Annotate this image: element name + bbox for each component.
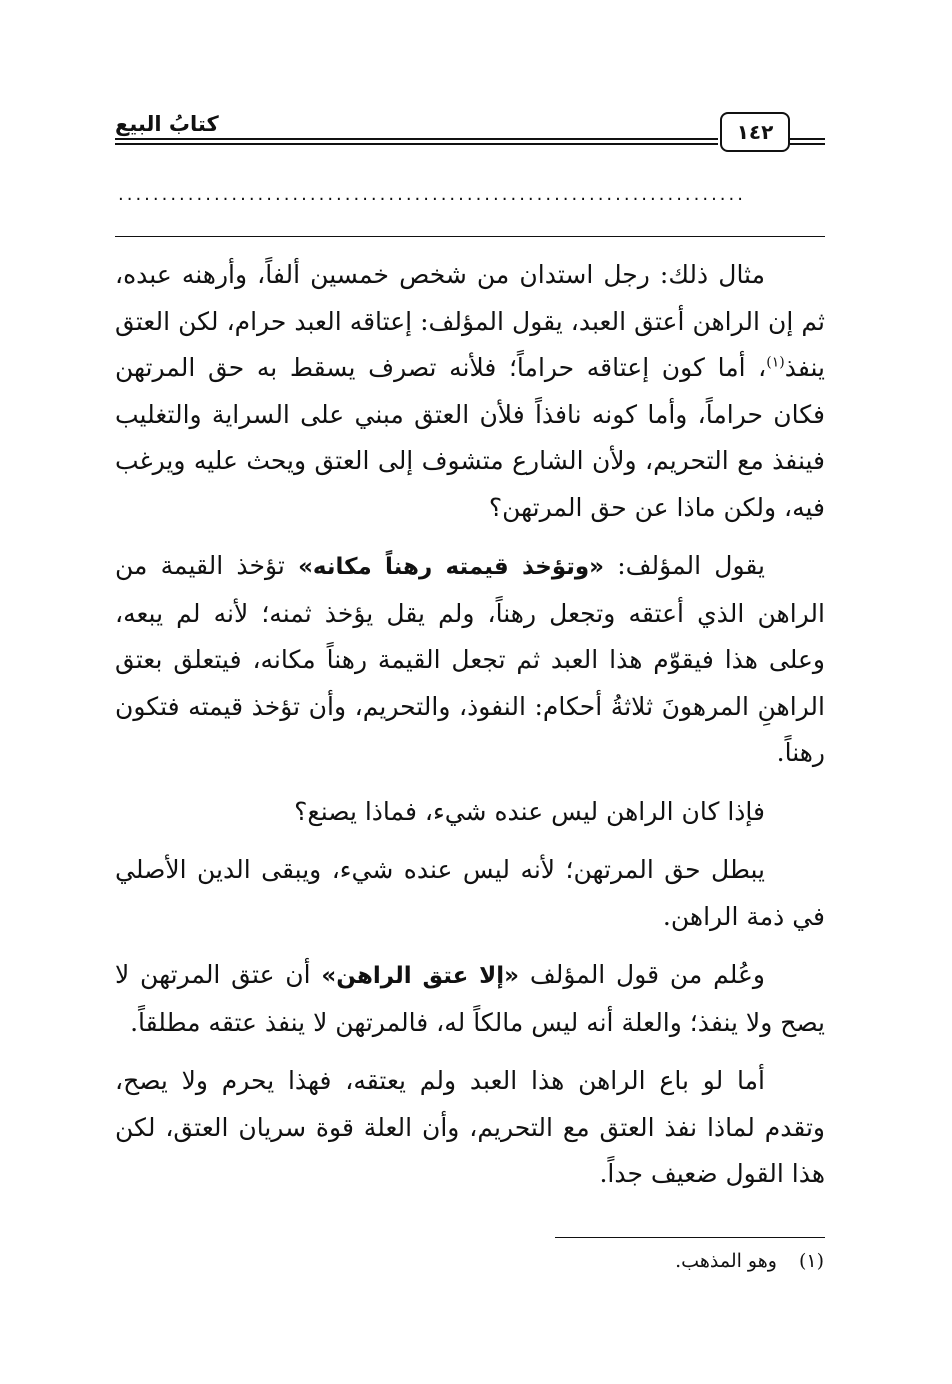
paragraph-6: أما لو باع الراهن هذا العبد ولم يعتقه، فهذا يحرم ولا يصح، وتقدم لماذا نفذ العتق مع التحريم، وأن العلة قوة سريان العتق، لكن هذا القول ضعيف جداً. <box>115 1066 825 1188</box>
book-title: كتابُ البيع <box>115 112 219 136</box>
footnote-text: وهو المذهب. <box>675 1250 777 1272</box>
paragraph-5-text-b: أن عتق المرتهن لا يصح ولا ينفذ؛ والعلة أنه ليس مالكاً له، فالمرتهن لا ينفذ عتقه مطلقاً. <box>115 960 825 1037</box>
footnote-divider <box>555 1237 825 1238</box>
header-rule-left-2 <box>115 143 718 145</box>
quoted-matn-2: «إلا عتق الراهن» <box>321 963 520 989</box>
header-rule-left <box>115 138 718 140</box>
paragraph-3: فإذا كان الراهن ليس عنده شيء، فماذا يصنع؟ <box>294 796 765 826</box>
footnote <box>675 1250 824 1272</box>
paragraph-2 <box>115 543 825 777</box>
page-number: ١٤٢ <box>720 112 790 152</box>
paragraph-5 <box>115 952 825 1046</box>
main-text <box>115 252 825 1210</box>
header-rule-right-2 <box>790 143 825 145</box>
paragraph-5-text-a: وعُلم من قول المؤلف <box>519 960 766 989</box>
page-header <box>115 100 825 160</box>
header-rule-right <box>790 138 825 140</box>
dotted-divider: ........................................................................ <box>118 184 746 205</box>
footnote-number: (١) <box>798 1250 824 1272</box>
paragraph-1-text-b: ، أما كون إعتاقه حراماً؛ فلأنه تصرف يسقط به حق المرتهن فكان حراماً، وأما كونه نافذاً فلأن العتق مبني على السراية والتغليب فينفذ مع التحريم، ولأن الشارع متشوف إلى العتق ويحث عليه ويرغب فيه، ولكن ماذا عن حق المرتهن؟ <box>115 353 825 522</box>
paragraph-2-text-b: تؤخذ القيمة من الراهن الذي أعتقه وتجعل رهناً، ولم يقل يؤخذ ثمنه؛ لأنه لم يبعه، وعلى هذا فيقوّم هذا العبد ثم تجعل القيمة رهناً مكانه، فيتعلق بعتق الراهنِ المرهونَ ثلاثةُ أحكام: النفوذ، والتحريم، وأن تؤخذ قيمته فتكون رهناً. <box>115 551 825 767</box>
quoted-matn-1: «وتؤخذ قيمته رهناً مكانه» <box>298 554 605 580</box>
paragraph-2-text-a: يقول المؤلف: <box>604 551 765 580</box>
paragraph-1-text-a: مثال ذلك: رجل استدان من شخص خمسين ألفاً، وأرهنه عبده، ثم إن الراهن أعتق العبد، يقول المؤلف: إعتاقه العبد حرام، لكن العتق ينفذ <box>115 260 825 382</box>
section-divider <box>115 236 825 237</box>
paragraph-4: يبطل حق المرتهن؛ لأنه ليس عنده شيء، ويبقى الدين الأصلي في ذمة الراهن. <box>115 855 825 931</box>
paragraph-1 <box>115 252 825 531</box>
footnote-reference: (١) <box>766 354 785 371</box>
